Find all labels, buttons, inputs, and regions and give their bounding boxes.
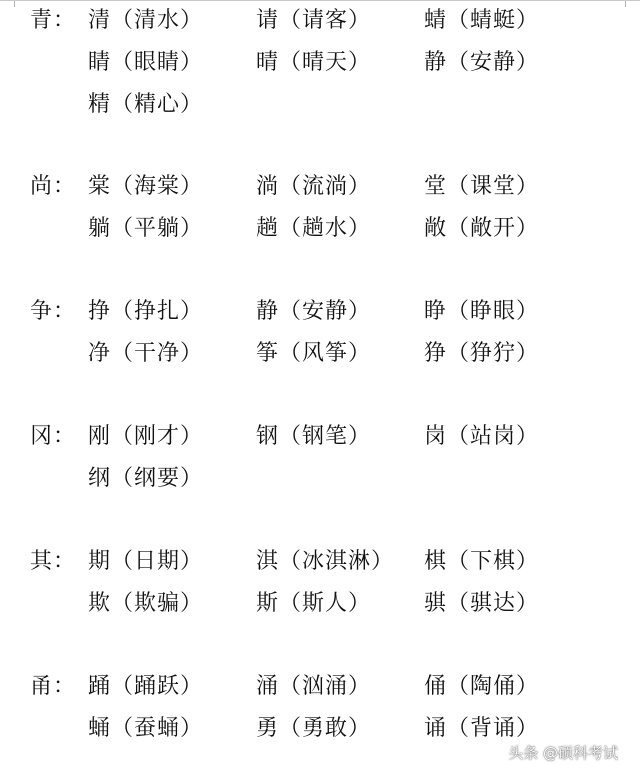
word-entry: 涌（汹涌） [256,674,372,699]
word-entry: 趟（趟水） [256,216,372,241]
word-entry: 睁（睁眼） [424,299,540,324]
word-entry: 纲（纲要） [88,466,204,491]
word-entry: 棋（下棋） [424,549,540,574]
word-entry: 静（安静） [424,50,540,75]
word-entry: 欺（欺骗） [88,591,204,616]
word-entry: 淌（流淌） [256,174,372,199]
word-entry: 期（日期） [88,549,204,574]
word-entry: 钢（钢笔） [256,424,372,449]
word-entry: 蛹（蚕蛹） [88,716,204,741]
word-entry: 净（干净） [88,341,204,366]
watermark-text: 头条 @硕科考试 [508,744,618,762]
word-entry: 静（安静） [256,299,372,324]
word-entry: 精（精心） [88,92,204,117]
word-entry: 晴（晴天） [256,50,372,75]
word-entry: 岗（站岗） [424,424,540,449]
radical-label: 争： [30,299,77,324]
radical-label: 青： [30,8,77,33]
word-entry: 棠（海棠） [88,174,204,199]
word-entry: 敞（敞开） [424,216,540,241]
radical-label: 其： [30,549,77,574]
word-entry: 睛（眼睛） [88,50,204,75]
word-entry: 骐（骐达） [424,591,540,616]
radical-label: 冈： [30,424,77,449]
word-entry: 刚（刚才） [88,424,204,449]
radical-label: 尚： [30,174,77,199]
word-entry: 请（请客） [256,8,372,33]
word-entry: 挣（挣扎） [88,299,204,324]
word-entry: 堂（课堂） [424,174,540,199]
word-entry: 狰（狰狞） [424,341,540,366]
word-entry: 斯（斯人） [256,591,372,616]
word-entry: 躺（平躺） [88,216,204,241]
word-entry: 筝（风筝） [256,341,372,366]
word-entry: 踊（踊跃） [88,674,204,699]
radical-label: 甬： [30,674,77,699]
word-entry: 俑（陶俑） [424,674,540,699]
word-entry: 勇（勇敢） [256,716,372,741]
word-entry: 蜻（蜻蜓） [424,8,540,33]
word-entry: 清（清水） [88,8,204,33]
word-entry: 淇（冰淇淋） [256,549,395,574]
word-entry: 诵（背诵） [424,716,540,741]
